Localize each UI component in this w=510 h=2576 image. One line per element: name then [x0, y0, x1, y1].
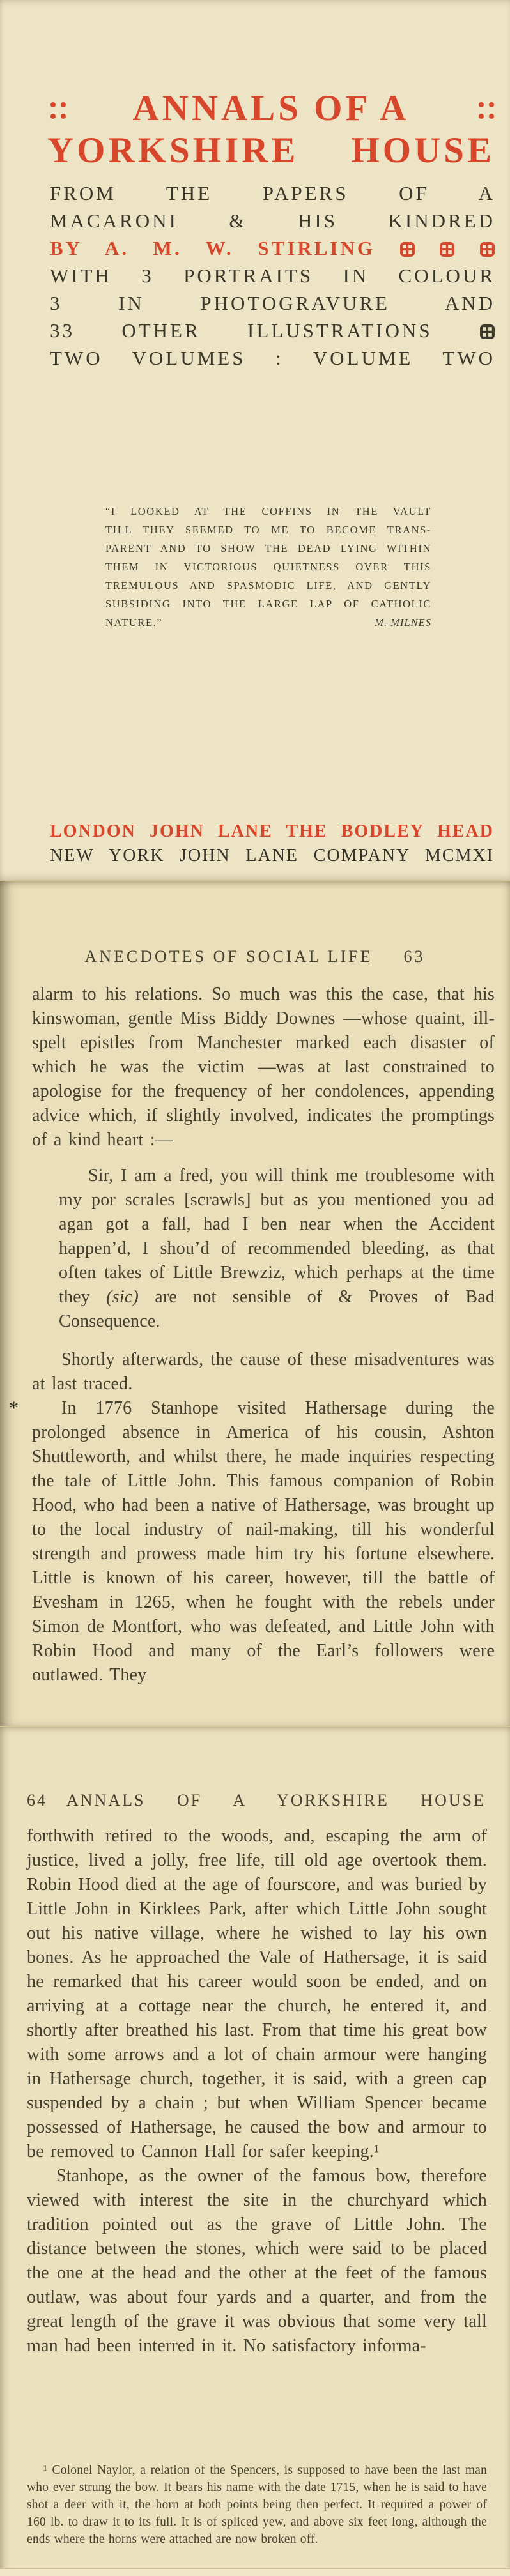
subtitle-line: FROM THE PAPERS OF A [50, 182, 495, 204]
four-dot-ornament-icon [47, 97, 66, 120]
subtitle-line: MACARONI & HIS KINDRED [50, 210, 495, 232]
quatrefoil-fleuron-icon [479, 324, 495, 340]
letter-extract [59, 1164, 495, 1334]
margin-asterisk: * [9, 1398, 19, 1419]
book-title [47, 88, 495, 171]
quote-line: TREMULOUS AND SPASMODIC LIFE, AND GENTLY [105, 579, 431, 591]
page-64 [0, 1726, 510, 2576]
paragraph: alarm to his relations. So much was this the case, that his kinswoman, gentle Miss Biddy Downes —whose quaint, ill-spelt epistles from Manchester marked each disaster of which he was the victim —was at last constrained to apologise for the frequency of her condolences, appending advice which, if slightly involved, indicates the promptings of a kind heart :— [32, 984, 495, 1150]
paragraph: Shortly afterwards, the cause of these misadventures was at last traced. [32, 1350, 495, 1394]
subtitle-line: WITH 3 PORTRAITS IN COLOUR [50, 264, 495, 287]
quote-line: PARENT AND TO SHOW THE DEAD LYING WITHIN [105, 542, 431, 554]
paragraph: In 1776 Stanhope visited Hathersage during the prolonged absence in America of his cousin, Ashton Shuttleworth, and whilst there, he made inquiries respecting the tale of Little John. This famous companion of Robin Hood, who had been a native of Hathersage, was brought up to the local industry of nail-making, till his wonderful strength and prowess made him try his fortune elsewhere. Little is known of his career, however, till the battle of Evesham in 1265, when he fought with the rebels under Simon de Montfort, who was defeated, and Little John with Robin Hood and many of the Earl’s followers were outlawed. They [32, 1398, 495, 1685]
page-bottom-edge [0, 2568, 510, 2576]
paragraph-with-margin-note [9, 1396, 495, 1688]
page-63-running-header [0, 947, 510, 966]
letter-text: Sir, I am a fred, you will think me troublesome with my por scrales [scrawls] but as you mentioned you ad agan got a fall, had I ben near when the Accident happen’d, I shou’d of recommended bleeding, as that often takes of Little Brewziz, which perhaps at the time they [59, 1166, 495, 1307]
page-64-body [27, 1824, 487, 2358]
quote-line: THEM IN VICTORIOUS QUIETNESS OVER THIS [105, 561, 431, 573]
running-header-title: ANNALS OF A YORKSHIRE HOUSE [66, 1791, 486, 1810]
page-64-running-header [27, 1791, 486, 1810]
sic-note: (sic) [106, 1287, 139, 1307]
imprint-newyork: NEW YORK JOHN LANE COMPANY MCMXI [50, 846, 494, 865]
page-number: 63 [403, 947, 426, 966]
title-line-1-row [47, 88, 495, 129]
page-63-body [9, 982, 495, 1688]
quote-line: TILL THEY SEEMED TO ME TO BECOME TRANS- [105, 524, 431, 536]
author-name: BY A. M. W. STIRLING [50, 237, 375, 259]
illustrations-text: 33 OTHER ILLUSTRATIONS [50, 319, 433, 342]
quatrefoil-fleuron-icon [399, 241, 415, 257]
subtitle-line: TWO VOLUMES : VOLUME TWO [50, 347, 495, 369]
title-line-1: ANNALS OF A [132, 88, 410, 128]
quote-attribution: M. MILNES [375, 616, 431, 629]
quatrefoil-fleuron-icon [479, 241, 495, 257]
paragraph: Stanhope, as the owner of the famous bow, therefore viewed with interest the site in the churchyard which tradition pointed out as the grave of Little John. The distance between the stones, which were said to be placed the one at the head and the other at the feet of the famous outlaw, was about four yards and a quarter, and from the great length of the grave it was obvious that some very tall man had been interred in it. No satisfactory informa- [27, 2166, 487, 2356]
author-line [50, 234, 495, 262]
subtitle-line [50, 317, 495, 344]
letter-text: are not sensible of & Proves of Bad Consequence. [59, 1287, 495, 1331]
imprint-block [50, 819, 494, 868]
title-page [0, 0, 510, 880]
quatrefoil-fleuron-icon [439, 241, 455, 257]
footnote: ¹ Colonel Naylor, a relation of the Spencers, is supposed to have been the last man who ever strung the bow. It bears his name with the date 1715, when he is said to have shot a deer with it, the horn at both points being then perfect. It required a power of 160 lb. to draw it to its full. It is of spliced yew, and above six feet long, although the ends where the horns were attached are now broken off. [27, 2464, 487, 2546]
quote-line: SUBSIDING INTO THE LARGE LAP OF CATHOLIC [105, 598, 431, 610]
quote-line: “I LOOKED AT THE COFFINS IN THE VAULT [105, 505, 431, 517]
paragraph: forthwith retired to the woods, and, escaping the arm of justice, lived a jolly, free life, till old age overtook them. Robin Hood died at the age of fourscore, and was buried by Little John in Kirklees Park, after which Little John sought out his native village, where he wished to lay his own bones. As he approached the Vale of Hathersage, it is said he remarked that his career would soon be ended, and on arriving at a cottage near the church, he entered it, and shortly after breathed his last. From that time his great bow with some arrows and a lot of chain armour were hanging in Hathersage church, together, it is said, with a green cap suspended by a chain ; but when William Spencer became possessed of Hathersage, he caused the bow and armour to be removed to Cannon Hall for safer keeping.¹ [27, 1826, 487, 2161]
subtitle-line: 3 IN PHOTOGRAVURE AND [50, 292, 495, 314]
title-line-2: YORKSHIRE HOUSE [47, 130, 495, 171]
four-dot-ornament-icon [475, 97, 495, 120]
quote-last-line [105, 613, 431, 632]
page-number: 64 [27, 1791, 47, 1810]
subtitle-block [50, 179, 495, 372]
epigraph-quote [105, 502, 431, 632]
imprint-london: LONDON JOHN LANE THE BODLEY HEAD [50, 821, 494, 841]
page-63 [0, 880, 510, 1726]
quote-closing: NATURE.” [105, 616, 163, 629]
running-header-title: ANECDOTES OF SOCIAL LIFE [84, 947, 373, 966]
